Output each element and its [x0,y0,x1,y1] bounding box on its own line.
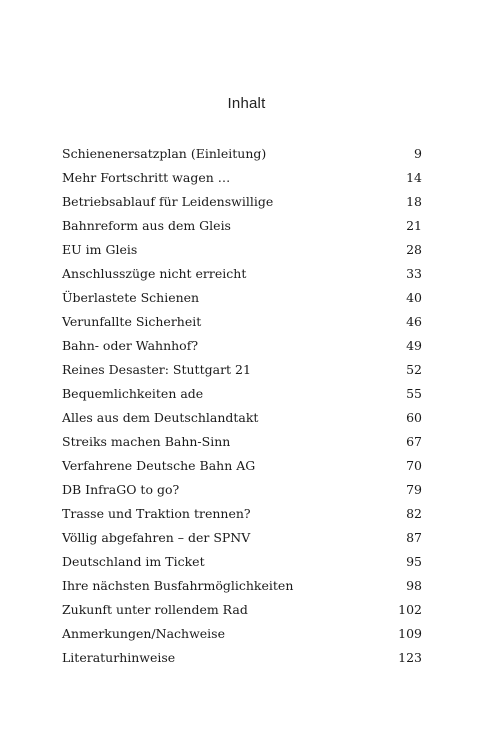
toc-entry-page-number: 70 [406,458,422,473]
toc-entry-page-number: 102 [398,602,422,617]
toc-entry-title: EU im Gleis [62,242,138,257]
toc-entry [62,190,422,214]
toc-entry [62,334,422,358]
toc-entry-page-number: 52 [406,362,422,377]
toc-entry-title: Ihre nächsten Busfahrmöglichkeiten [62,578,294,593]
toc-entry [62,574,422,598]
toc-entry [62,166,422,190]
toc-entry [62,454,422,478]
toc-entry-title: Streiks machen Bahn-Sinn [62,434,231,449]
toc-entry [62,526,422,550]
toc-entry-title: Anmerkungen/Nachweise [62,626,225,641]
toc-entry-page-number: 82 [406,506,422,521]
toc-entry-page-number: 9 [414,146,422,161]
toc-entry-title: Anschlusszüge nicht erreicht [62,266,247,281]
toc-entry-page-number: 87 [406,530,422,545]
toc-entry-page-number: 28 [406,242,422,257]
toc-entry [62,262,422,286]
toc-entry-page-number: 95 [406,554,422,569]
toc-entry-title: Deutschland im Ticket [62,554,205,569]
toc-entry-title: Bequemlichkeiten ade [62,386,204,401]
table-of-contents [62,142,422,670]
toc-entry-title: Betriebsablauf für Leidenswillige [62,194,274,209]
toc-entry-page-number: 60 [406,410,422,425]
toc-entry-page-number: 18 [406,194,422,209]
toc-entry [62,238,422,262]
toc-entry-page-number: 46 [406,314,422,329]
toc-entry-page-number: 40 [406,290,422,305]
toc-entry-title: Völlig abgefahren – der SPNV [62,530,251,545]
toc-entry [62,214,422,238]
toc-entry-title: Verunfallte Sicherheit [62,314,202,329]
toc-entry [62,358,422,382]
toc-entry-title: Verfahrene Deutsche Bahn AG [62,458,256,473]
toc-entry-page-number: 109 [398,626,422,641]
toc-entry-page-number: 14 [406,170,422,185]
toc-entry-page-number: 33 [406,266,422,281]
toc-entry [62,430,422,454]
toc-entry [62,550,422,574]
toc-entry-page-number: 98 [406,578,422,593]
toc-entry-page-number: 49 [406,338,422,353]
toc-entry-title: Mehr Fortschritt wagen … [62,170,231,185]
toc-entry-page-number: 21 [406,218,422,233]
toc-entry-page-number: 123 [398,650,422,665]
toc-entry-title: Zukunft unter rollendem Rad [62,602,248,617]
toc-entry-title: DB InfraGO to go? [62,482,180,497]
toc-entry-page-number: 67 [406,434,422,449]
toc-entry [62,598,422,622]
toc-entry-title: Alles aus dem Deutschlandtakt [62,410,259,425]
toc-entry-title: Literaturhinweise [62,650,176,665]
toc-entry-title: Schienenersatzplan (Einleitung) [62,146,267,161]
toc-entry [62,310,422,334]
page-title: Inhalt [227,95,266,112]
toc-entry-title: Trasse und Traktion trennen? [62,506,251,521]
toc-entry-page-number: 55 [406,386,422,401]
toc-entry-title: Reines Desaster: Stuttgart 21 [62,362,251,377]
toc-entry [62,502,422,526]
toc-entry [62,646,422,670]
toc-entry [62,622,422,646]
toc-entry [62,382,422,406]
toc-entry-title: Bahnreform aus dem Gleis [62,218,231,233]
toc-entry-page-number: 79 [406,482,422,497]
toc-entry [62,142,422,166]
toc-entry [62,478,422,502]
toc-entry [62,406,422,430]
toc-entry-title: Bahn- oder Wahnhof? [62,338,199,353]
toc-entry [62,286,422,310]
toc-entry-title: Überlastete Schienen [62,290,200,305]
